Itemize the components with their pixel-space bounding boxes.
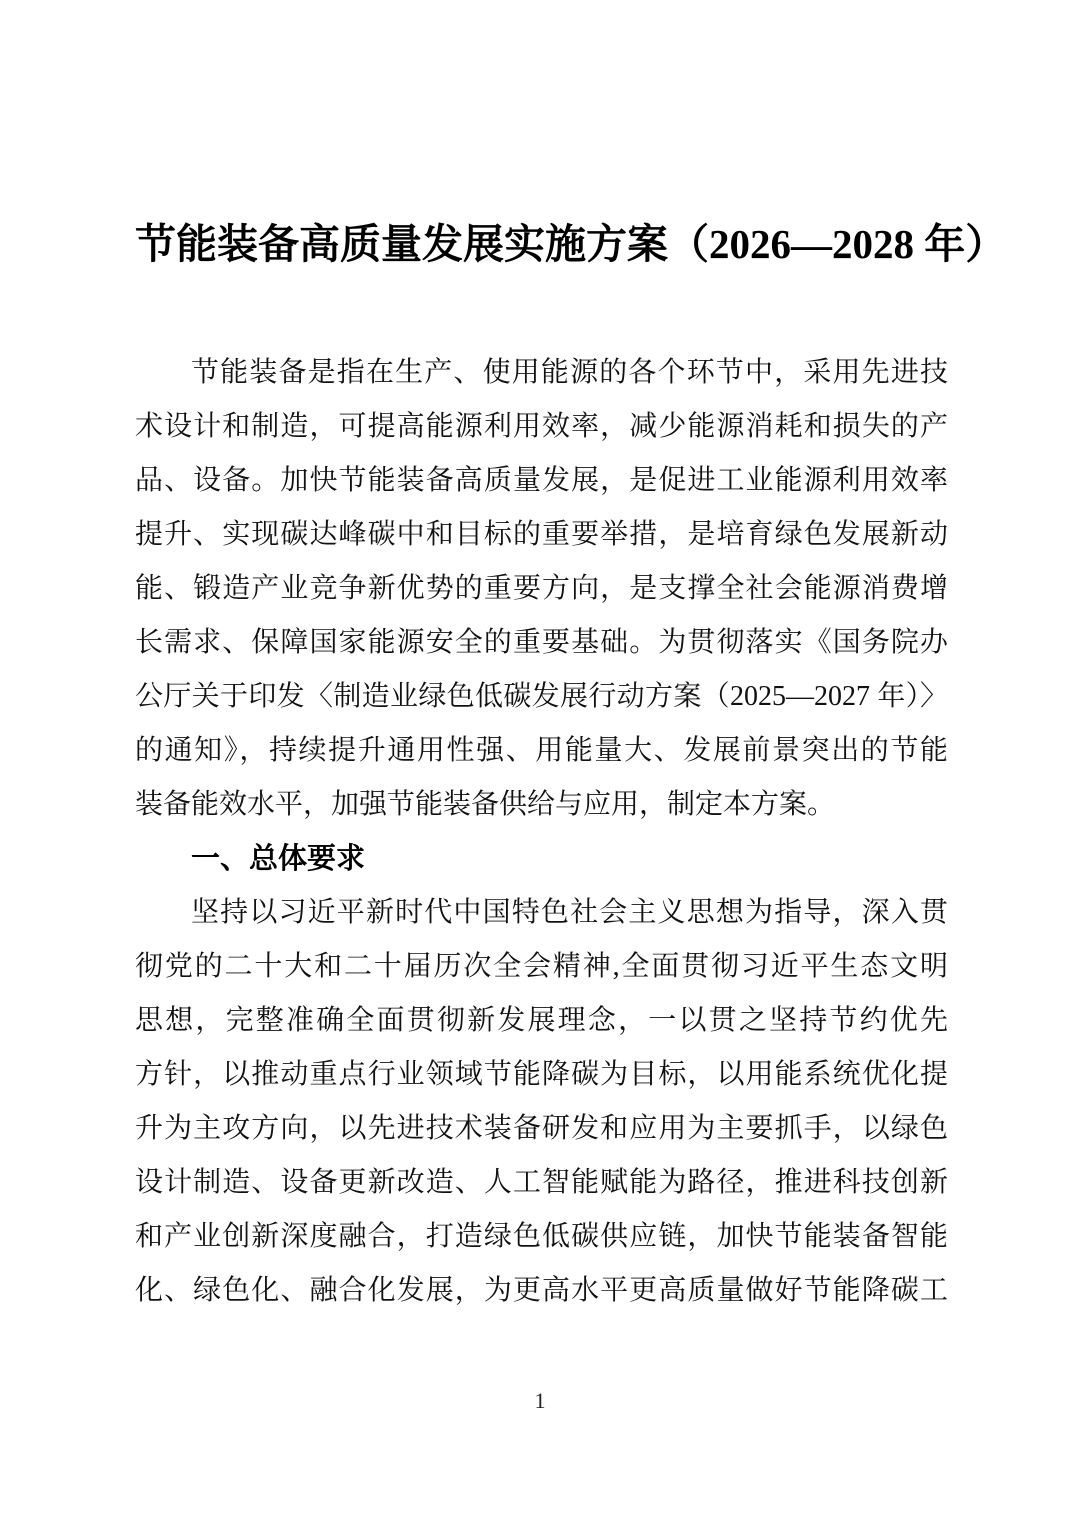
body-line: 节能装备是指在生产、使用能源的各个环节中，采用先进技 bbox=[191, 357, 948, 388]
body-line: 的通知》，持续提升通用性强、用能量大、发展前景突出的节能 bbox=[135, 735, 948, 766]
body-line: 彻党的二十大和二十届历次全会精神,全面贯彻习近平生态文明 bbox=[135, 951, 948, 982]
body-line: 升为主攻方向，以先进技术装备研发和应用为主要抓手，以绿色 bbox=[135, 1113, 948, 1144]
body-line: 和产业创新深度融合，打造绿色低碳供应链，加快节能装备智能 bbox=[135, 1221, 948, 1252]
body-line: 术设计和制造，可提高能源利用效率，减少能源消耗和损失的产 bbox=[135, 411, 948, 442]
body-line: 方针，以推动重点行业领域节能降碳为目标，以用能系统优化提 bbox=[135, 1059, 948, 1090]
body-line: 提升、实现碳达峰碳中和目标的重要举措，是培育绿色发展新动 bbox=[135, 519, 948, 550]
body-line: 坚持以习近平新时代中国特色社会主义思想为指导，深入贯 bbox=[191, 897, 948, 928]
page-number: 1 bbox=[534, 1388, 546, 1413]
body-line: 装备能效水平，加强节能装备供给与应用，制定本方案。 bbox=[135, 789, 836, 820]
doc-title: 节能装备高质量发展实施方案（2026—2028 年） bbox=[135, 221, 1007, 267]
body-line: 能、锻造产业竞争新优势的重要方向，是支撑全社会能源消费增 bbox=[135, 573, 948, 604]
body-line: 设计制造、设备更新改造、人工智能赋能为路径，推进科技创新 bbox=[135, 1167, 948, 1198]
body-line: 长需求、保障国家能源安全的重要基础。为贯彻落实《国务院办 bbox=[135, 627, 948, 658]
body-line: 公厅关于印发〈制造业绿色低碳发展行动方案（2025—2027 年）〉 bbox=[135, 681, 948, 712]
section-heading: 一、总体要求 bbox=[191, 843, 366, 875]
body-line: 品、设备。加快节能装备高质量发展，是促进工业能源利用效率 bbox=[135, 465, 948, 496]
body-line: 化、绿色化、融合化发展，为更高水平更高质量做好节能降碳工 bbox=[135, 1275, 948, 1306]
body-column bbox=[135, 346, 948, 1318]
body-line: 思想，完整准确全面贯彻新发展理念，一以贯之坚持节约优先 bbox=[135, 1005, 948, 1036]
